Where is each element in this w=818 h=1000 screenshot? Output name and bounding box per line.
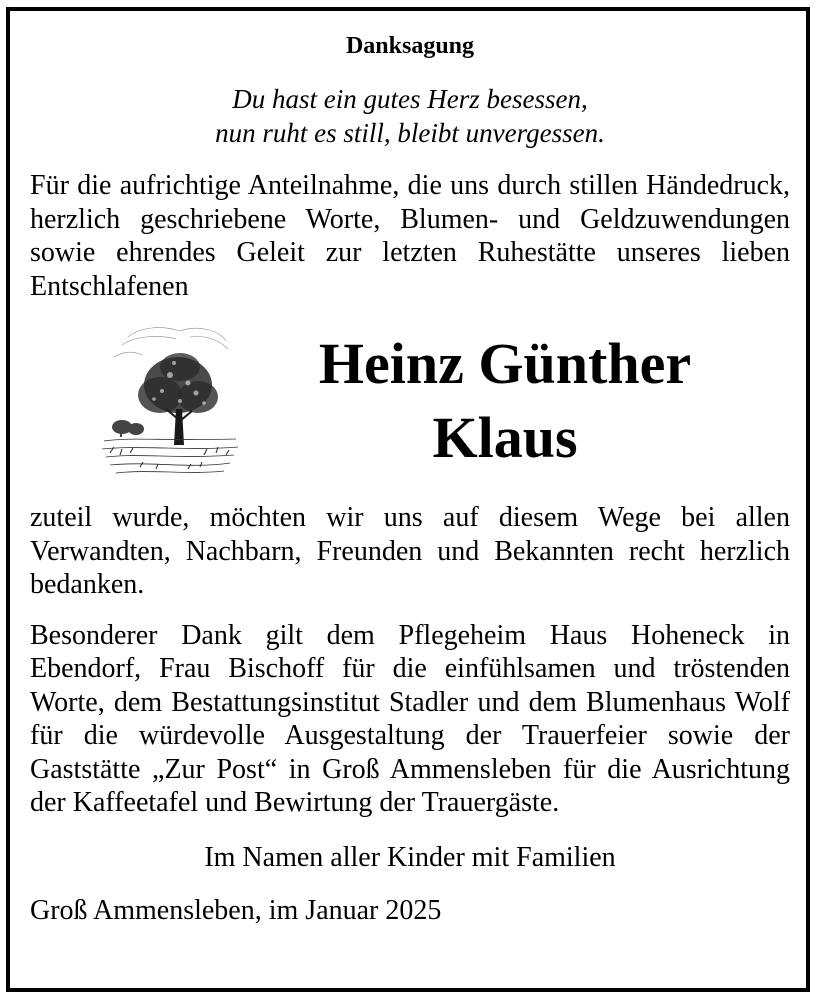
paragraph-thanks-intro: Für die aufrichtige Anteilnahme, die uns durch stillen Händedruck, herzlich geschriebene Worte, Blumen- und Geldzuwendungen sowie ehrendes Geleit zur letzten Ruhestätte unseres lieben Entschlafenen (30, 170, 790, 302)
verse (30, 82, 790, 150)
verse-line-2: nun ruht es still, bleibt unvergessen. (215, 118, 605, 148)
paragraph-special-thanks: Besonderer Dank gilt dem Pflegeheim Haus Hoheneck in Ebendorf, Frau Bischoff für die einfühlsamen und tröstenden Worte, dem Bestattungsinstitut Stadler und dem Blumenhaus Wolf für die würdevolle Ausgestaltung der Trauerfeier sowie der Gaststätte „Zur Post“ in Groß Ammensleben für die Ausrichtung der Kaffeetafel und Bewirtung der Trauergäste. (30, 619, 790, 818)
place-date: Groß Ammensleben, im Januar 2025 (30, 894, 442, 926)
notice-heading: Danksagung (345, 33, 475, 59)
tree-landscape-icon (100, 323, 240, 481)
notice-content (30, 30, 790, 928)
signature: Im Namen aller Kinder mit Familien (204, 841, 616, 873)
verse-line-1: Du hast ein gutes Herz besessen, (232, 84, 588, 114)
paragraph-thanks-recipients: zuteil wurde, möchten wir uns auf diesem Wege bei allen Verwandten, Nachbarn, Freunden und Bekannten recht herzlich bedanken. (30, 502, 790, 600)
deceased-block (30, 311, 790, 501)
deceased-name-line-1: Heinz Günther (318, 331, 692, 396)
deceased-name-line-2: Klaus (432, 405, 578, 470)
